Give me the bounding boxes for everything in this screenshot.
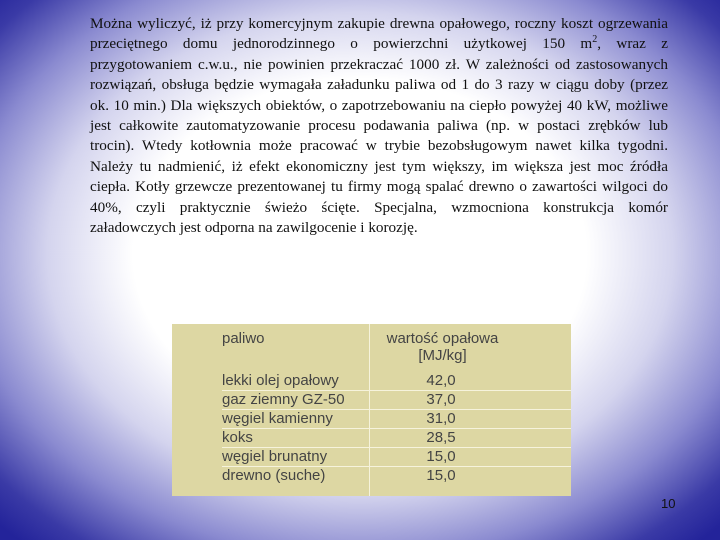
paragraph-part1: Można wyliczyć, iż przy komercyjnym zakupie drewna opałowego, roczny koszt ogrzewania przeciętnego domu jednorodzinnego o powierzchni użytkowej 150 m <box>90 15 668 53</box>
fuel-value: 15,0 <box>426 448 456 465</box>
body-paragraph <box>90 14 668 238</box>
header-fuel: paliwo <box>222 330 265 347</box>
fuel-value: 15,0 <box>426 467 456 484</box>
table-row <box>172 429 571 447</box>
fuel-name: węgiel brunatny <box>222 448 328 465</box>
fuel-name: lekki olej opałowy <box>222 372 339 389</box>
header-value-line2: [MJ/kg] <box>418 347 467 364</box>
paragraph-part2: , wraz z przygotowaniem c.w.u., nie powinien przekraczać 1000 zł. W zależności od zastosowanych rozwiązań, obsługa będzie wymagała załadunku paliwa od 1 do 3 razy w ciągu doby (przez ok. 10 min.) Dla większych obiektów, o zapotrzebowaniu na ciepło powyżej 40 kW, możliwe jest całkowite zautomatyzowanie procesu podawania paliwa (np. w postaci zrębków lub trocin). Wtedy kotłownia może pracować w trybie bezobsługowym nawet kilka tygodni. Należy tu nadmienić, iż efekt ekonomiczny jest tym większy, im większa jest moc źródła ciepła. Kotły grzewcze prezentowanej tu firmy mogą spalać drewno o zawartości wilgoci do 40%, czyli praktycznie świeżo ścięte. Specjalna, wzmocniona konstrukcja komór załadowczych jest odporna na zawilgocenie i korozję. <box>90 35 669 237</box>
table-row <box>172 372 571 390</box>
fuel-name: koks <box>222 429 253 446</box>
table-row <box>172 391 571 409</box>
header-value-line1: wartość opałowa <box>386 330 499 347</box>
fuel-value: 31,0 <box>426 410 456 427</box>
table-row <box>172 448 571 466</box>
superscript-2: 2 <box>592 34 598 46</box>
fuel-name: gaz ziemny GZ-50 <box>222 391 345 408</box>
table-row <box>172 410 571 428</box>
fuel-heating-value-table <box>172 324 571 496</box>
fuel-value: 42,0 <box>426 372 456 389</box>
header-heating-value <box>370 330 515 364</box>
fuel-name: węgiel kamienny <box>222 410 333 427</box>
table-row <box>172 467 571 485</box>
page-number: 10 <box>661 496 676 511</box>
fuel-value: 28,5 <box>426 429 456 446</box>
fuel-name: drewno (suche) <box>222 467 326 484</box>
fuel-value: 37,0 <box>426 391 456 408</box>
